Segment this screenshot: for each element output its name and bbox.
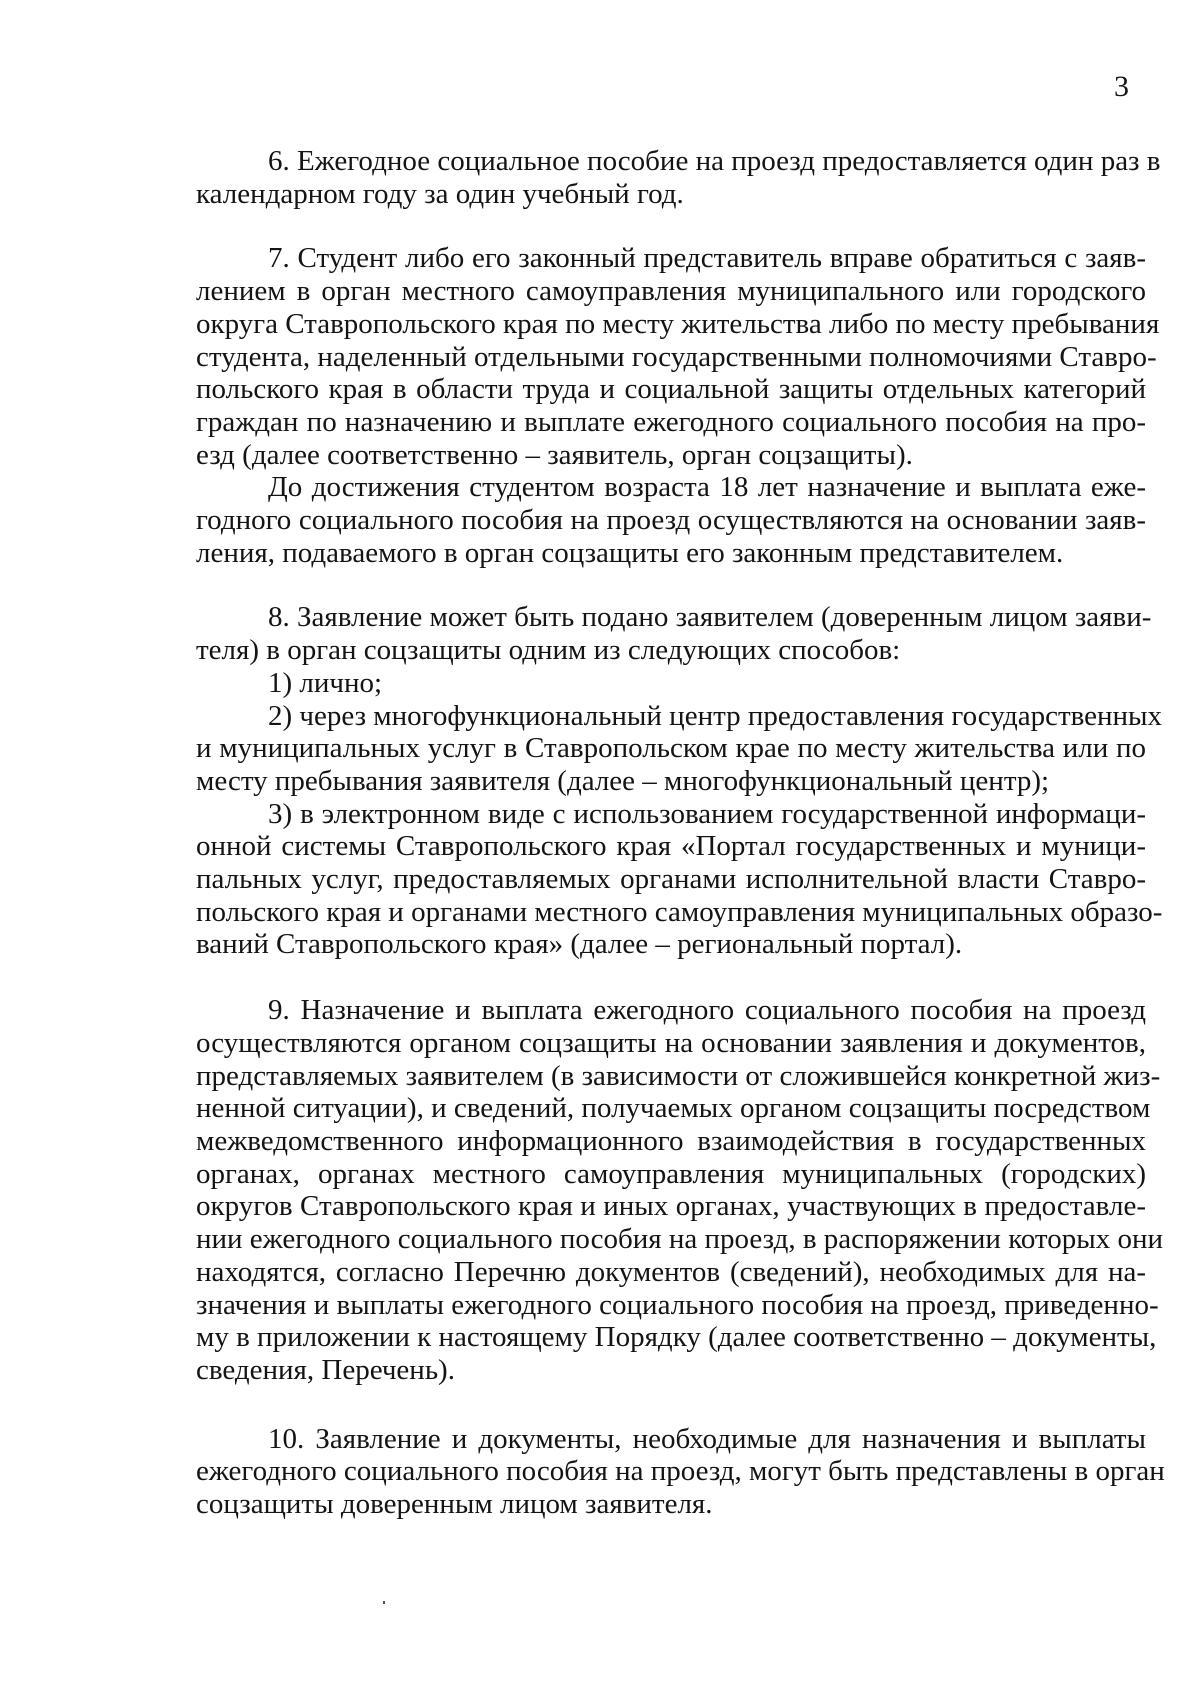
paragraph-9 — [196, 994, 1163, 1386]
text-line: ежегодного социального пособия на проезд, могут быть представлены в орган — [196, 1455, 1165, 1488]
text-line: ваний Ставропольского края» (далее – региональный портал). — [196, 928, 963, 961]
text-line: 7. Студент либо его законный представитель вправе обратиться с заяв- — [268, 242, 1146, 275]
paragraph-gap — [196, 569, 1146, 601]
text-line: граждан по назначению и выплате ежегодного социального пособия на про- — [196, 405, 1146, 438]
list-item-3 — [196, 797, 1163, 962]
document-body — [196, 145, 1165, 1521]
text-line: теля) в орган соцзащиты одним из следующих способов: — [196, 634, 901, 667]
text-line: До достижения студентом возраста 18 лет назначение и выплата еже- — [268, 471, 1146, 504]
text-line: представляемых заявителем (в зависимости от сложившейся конкретной жиз- — [196, 1059, 1161, 1092]
paragraph-7-continued — [196, 471, 1146, 569]
text-line: пальных услуг, предоставляемых органами исполнительной власти Ставро- — [196, 863, 1146, 896]
paragraph-7 — [196, 242, 1160, 471]
paragraph-gap — [196, 210, 1146, 242]
text-line: 9. Назначение и выплата ежегодного социального пособия на проезд — [268, 994, 1146, 1027]
list-item-1 — [196, 667, 1146, 700]
scan-speck — [383, 1601, 385, 1604]
text-line: ления, подаваемого в орган соцзащиты его законным представителем. — [196, 536, 1064, 569]
text-line: органах, органах местного самоуправления муниципальных (городских) — [196, 1157, 1146, 1190]
text-line: округа Ставропольского края по месту жительства либо по месту пребывания — [196, 307, 1160, 340]
text-line: значения и выплаты ежегодного социального пособия на проезд, приведенно- — [196, 1288, 1159, 1321]
text-line: ненной ситуации), и сведений, получаемых органом соцзащиты посредством — [196, 1092, 1151, 1125]
paragraph-gap — [196, 1387, 1146, 1423]
text-line: езд (далее соответственно – заявитель, орган соцзащиты). — [196, 438, 913, 471]
text-line: студента, наделенный отдельными государственными полномочиями Ставро- — [196, 340, 1157, 373]
text-line: месту пребывания заявителя (далее – многофункциональный центр); — [196, 764, 1050, 797]
text-line: нии ежегодного социального пособия на проезд, в распоряжении которых они — [196, 1223, 1163, 1256]
text-line: осуществляются органом соцзащиты на основании заявления и документов, — [196, 1026, 1146, 1059]
text-line: 3) в электронном виде с использованием государственной информаци- — [268, 797, 1146, 830]
text-line: му в приложении к настоящему Порядку (далее соответственно – документы, — [196, 1321, 1157, 1354]
text-line: 2) через многофункциональный центр предоставления государственных — [268, 699, 1163, 732]
text-line: 8. Заявление может быть подано заявителем (доверенным лицом заяви- — [268, 601, 1152, 634]
text-line: календарном году за один учебный год. — [196, 177, 684, 210]
text-line: онной системы Ставропольского края «Портал государственных и муници- — [196, 830, 1146, 863]
text-line: находятся, согласно Перечню документов (сведений), необходимых для на- — [196, 1255, 1146, 1288]
text-line: польского края в области труда и социальной защиты отдельных категорий — [196, 373, 1146, 406]
text-line: округов Ставропольского края и иных органах, участвующих в предоставле- — [196, 1190, 1146, 1223]
text-line: и муниципальных услуг в Ставропольском крае по месту жительства или по — [196, 732, 1146, 765]
text-line: годного социального пособия на проезд осуществляются на основании заяв- — [196, 504, 1146, 537]
text-line: 1) лично; — [268, 666, 383, 699]
text-line: соцзащиты доверенным лицом заявителя. — [196, 1488, 713, 1521]
text-line: лением в орган местного самоуправления муниципального или городского — [196, 275, 1146, 308]
paragraph-gap — [196, 961, 1146, 994]
paragraph-10 — [196, 1422, 1165, 1521]
text-line: 10. Заявление и документы, необходимые для назначения и выплаты — [268, 1422, 1146, 1455]
text-line: сведения, Перечень). — [196, 1353, 455, 1386]
list-item-2 — [196, 699, 1163, 798]
text-line: межведомственного информационного взаимодействия в государственных — [196, 1124, 1146, 1157]
text-line: польского края и органами местного самоуправления муниципальных образо- — [196, 895, 1163, 928]
page-number: 3 — [1114, 70, 1129, 103]
paragraph-6 — [196, 145, 1161, 210]
paragraph-8 — [196, 601, 1152, 667]
text-line: 6. Ежегодное социальное пособие на проезд предоставляется один раз в — [268, 145, 1161, 177]
